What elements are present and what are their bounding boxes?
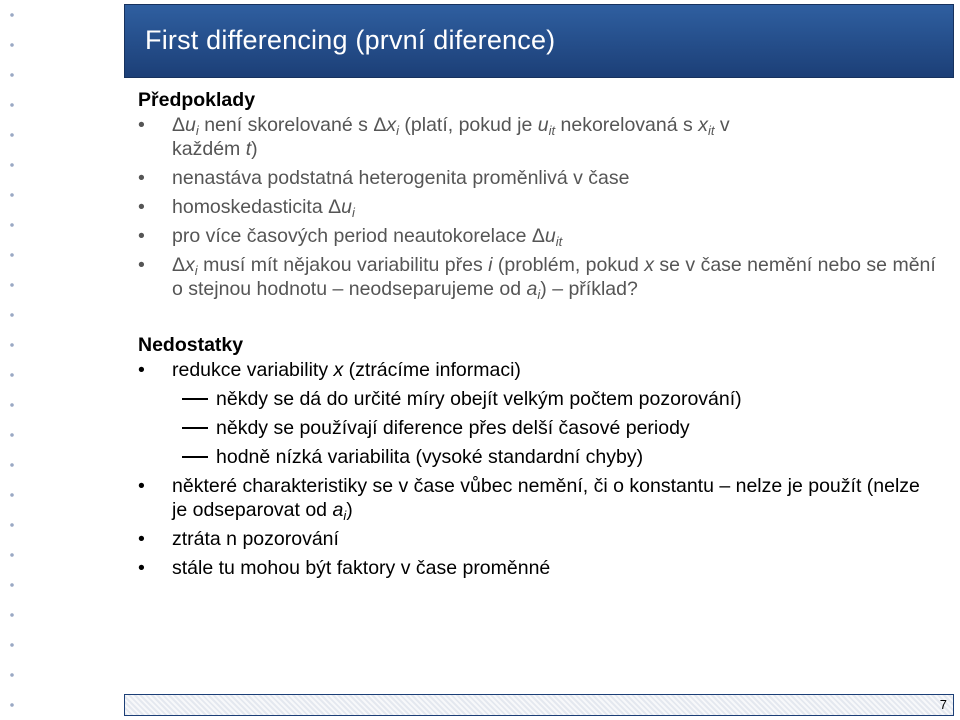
var-u: u bbox=[341, 196, 352, 218]
bullet-icon: • bbox=[138, 528, 145, 550]
bullet-icon: • bbox=[138, 557, 145, 579]
slide-content bbox=[138, 87, 938, 585]
page-number: 7 bbox=[939, 697, 947, 712]
decorative-dot-column bbox=[0, 0, 24, 720]
bullet-icon: • bbox=[138, 114, 145, 136]
text: (platí, pokud je bbox=[398, 114, 538, 136]
heading-predpoklady: Předpoklady bbox=[138, 89, 256, 111]
bullet-icon: • bbox=[138, 359, 145, 381]
list-item bbox=[138, 474, 938, 522]
text: ) bbox=[346, 499, 353, 521]
text: (ztrácíme informaci) bbox=[343, 359, 521, 381]
predpoklady-list bbox=[138, 113, 938, 301]
subscript: i bbox=[537, 287, 541, 302]
var-u: u bbox=[537, 114, 549, 136]
text: Δ bbox=[373, 114, 387, 136]
var-x: x bbox=[386, 114, 397, 136]
list-item bbox=[138, 195, 938, 219]
text: redukce variability bbox=[172, 359, 334, 381]
list-item bbox=[138, 224, 938, 248]
bullet-icon: • bbox=[138, 475, 145, 497]
text: musí mít nějakou variabilitu přes bbox=[197, 254, 489, 276]
dash-icon bbox=[182, 427, 208, 429]
dash-icon bbox=[182, 398, 208, 400]
heading-nedostatky: Nedostatky bbox=[138, 334, 244, 356]
slide-title: First differencing (první diference) bbox=[145, 25, 556, 55]
var-t: t bbox=[245, 138, 252, 160]
var-a: a bbox=[332, 499, 344, 521]
subscript: i bbox=[343, 508, 347, 523]
text: není skorelované s bbox=[198, 114, 374, 136]
text: hodně nízká variabilita (vysoké standardní chyby) bbox=[216, 446, 644, 468]
footer-bar bbox=[124, 694, 954, 716]
subscript: i bbox=[396, 123, 399, 138]
text: ztráta n pozorování bbox=[172, 528, 339, 550]
text: v bbox=[714, 114, 730, 136]
list-item bbox=[138, 253, 938, 301]
sub-list-item bbox=[138, 387, 938, 411]
text: některé charakteristiky se v čase vůbec nemění, či o konstantu – nelze je použít (nelze je odseparovat od bbox=[172, 475, 920, 521]
text: každém bbox=[172, 138, 246, 160]
text: stále tu mohou být faktory v čase proměnné bbox=[172, 557, 551, 579]
var-u: u bbox=[185, 114, 196, 136]
text: Δ bbox=[172, 114, 186, 136]
var-x: x bbox=[644, 254, 654, 276]
sub-list-item bbox=[138, 416, 938, 440]
var-a: a bbox=[526, 278, 538, 300]
bullet-icon: • bbox=[138, 167, 145, 189]
list-item bbox=[138, 556, 938, 580]
text: nekorelovaná s bbox=[555, 114, 699, 136]
sub-list-item bbox=[138, 445, 938, 469]
subscript: i bbox=[194, 263, 198, 278]
list-item bbox=[138, 113, 938, 161]
list-item bbox=[138, 527, 938, 551]
text: někdy se používají diference přes delší časové periody bbox=[216, 417, 690, 439]
list-item bbox=[138, 166, 938, 190]
var-u: u bbox=[544, 225, 556, 247]
text: pro více časových period neautokorelace Δ bbox=[172, 225, 545, 247]
text: někdy se dá do určité míry obejít velkým počtem pozorování) bbox=[216, 388, 742, 410]
text: se v čase nemění nebo se mění o stejnou hodnotu – neodseparujeme od bbox=[172, 254, 936, 300]
text: Δ bbox=[172, 254, 186, 276]
text: nenastáva podstatná heterogenita proměnlivá v čase bbox=[172, 167, 630, 189]
subscript: it bbox=[548, 123, 556, 138]
bullet-icon: • bbox=[138, 196, 145, 218]
text: ) bbox=[251, 138, 258, 160]
bullet-icon: • bbox=[138, 254, 145, 276]
bullet-icon: • bbox=[138, 225, 145, 247]
title-bar bbox=[124, 4, 954, 78]
subscript: i bbox=[195, 123, 199, 138]
var-x: x bbox=[333, 359, 344, 381]
var-x: x bbox=[185, 254, 195, 276]
subscript: it bbox=[707, 123, 715, 138]
var-x: x bbox=[698, 114, 708, 136]
nedostatky-list bbox=[138, 358, 938, 580]
subscript: it bbox=[555, 234, 563, 249]
list-item bbox=[138, 358, 938, 382]
dash-icon bbox=[182, 456, 208, 458]
var-i: i bbox=[488, 254, 493, 276]
subscript: i bbox=[351, 205, 355, 220]
text: ) – příklad? bbox=[540, 278, 638, 300]
text: homoskedasticita Δ bbox=[172, 196, 342, 218]
text: (problém, pokud bbox=[492, 254, 645, 276]
